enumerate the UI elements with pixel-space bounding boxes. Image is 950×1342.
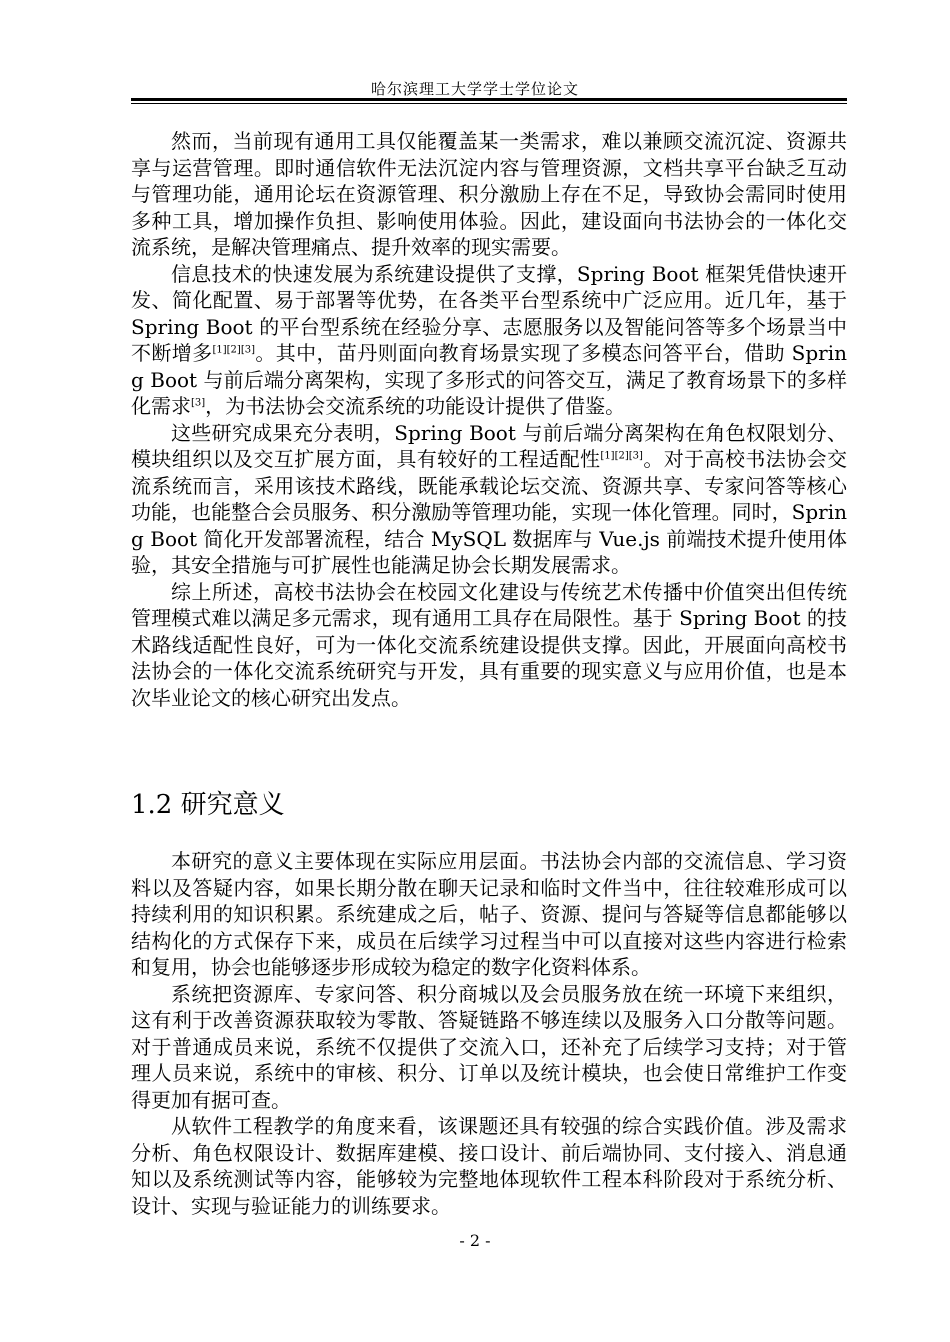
citation-ref: [1][2][3]	[212, 344, 255, 356]
paragraph-1	[131, 128, 847, 261]
paragraph-5: 本研究的意义主要体现在实际应用层面。书法协会内部的交流信息、学习资料以及答疑内容，如果长期分散在聊天记录和临时文件当中，往往较难形成可以持续利用的知识积累。系统建成之后，帖子、资源、提问与答疑等信息都能够以结构化的方式保存下来，成员在后续学习过程当中可以直接对这些内容进行检索和复用，协会也能够逐步形成较为稳定的数字化资料体系。	[131, 849, 847, 979]
paragraph-4	[131, 579, 847, 712]
paragraph-4-text: 综上所述，高校书法协会在校园文化建设与传统艺术传播中价值突出但传统管理模式难以满足多元需求，现有通用工具存在局限性。基于 Spring Boot 的技术路线适配性良好，可为一体化交流系统建设提供支撑。因此，开展面向高校书法协会的一体化交流系统研究与开发，具有重要的现实意义与应用价值，也是本次毕业论文的核心研究出发点。	[131, 579, 847, 710]
header-title: 哈尔滨理工大学学士学位论文	[370, 80, 579, 98]
header-rule-thin	[131, 103, 847, 104]
paragraph-6: 系统把资源库、专家问答、积分商城以及会员服务放在统一环境下来组织，这有利于改善资源获取较为零散、答疑链路不够连续以及服务入口分散等问题。对于普通成员来说，系统不仅提供了交流入口，还补充了后续学习支持；对于管理人员来说，系统中的审核、积分、订单以及统计模块，也会使日常维护工作变得更加有据可查。	[131, 981, 847, 1112]
section-heading: 1.2 研究意义	[131, 790, 285, 820]
section-1-body	[131, 128, 847, 711]
header-rule-thick	[131, 98, 847, 101]
page-number: - 2 -	[459, 1231, 491, 1250]
paragraph-2-text-c: ，为书法协会交流系统的功能设计提供了借鉴。	[205, 394, 626, 418]
section-2-body	[131, 848, 847, 1219]
citation-ref: [3]	[191, 397, 206, 409]
citation-ref: [1][2][3]	[600, 450, 643, 462]
paragraph-7: 从软件工程教学的角度来看，该课题还具有较强的综合实践价值。涉及需求分析、角色权限设计、数据库建模、接口设计、前后端协同、支付接入、消息通知以及系统测试等内容，能够较为完整地体现软件工程本科阶段对于系统分析、设计、实现与验证能力的训练要求。	[131, 1114, 847, 1218]
paragraph-2	[131, 261, 847, 420]
paragraph-3-text-b: 。对于高校书法协会交流系统而言，采用该技术路线，既能承载论坛交流、资源共享、专家问答等核心功能，也能整合会员服务、积分激励等管理功能，实现一体化管理。同时，Spring Boot 简化开发部署流程，结合 MySQL 数据库与 Vue.js 前端技术提升使用体验，其安全措施与可扩展性也能满足协会长期发展需求。	[131, 447, 848, 577]
paragraph-2-text-a: 信息技术的快速发展为系统建设提供了支撑，Spring Boot 框架凭借快速开发、简化配置、易于部署等优势，在各类平台型系统中广泛应用。近几年，基于 Spring Boot 的平台型系统在经验分享、志愿服务以及智能问答等多个场景当中不断增多	[131, 261, 847, 365]
paragraph-1-text: 然而，当前现有通用工具仅能覆盖某一类需求，难以兼顾交流沉淀、资源共享与运营管理。即时通信软件无法沉淀内容与管理资源，文档共享平台缺乏互动与管理功能，通用论坛在资源管理、积分激励上存在不足，导致协会需同时使用多种工具，增加操作负担、影响使用体验。因此，建设面向书法协会的一体化交流系统，是解决管理痛点、提升效率的现实需要。	[131, 129, 847, 259]
paragraph-3-text-a: 这些研究成果充分表明，Spring Boot 与前后端分离架构在角色权限划分、模块组织以及交互扩展方面，具有较好的工程适配性	[131, 420, 847, 471]
paragraph-3	[131, 420, 847, 579]
paragraph-2-text-b: 。其中，苗丹则面向教育场景实现了多模态问答平台，借助 Spring Boot 与前后端分离架构，实现了多形式的问答交互，满足了教育场景下的多样化需求	[131, 341, 848, 418]
